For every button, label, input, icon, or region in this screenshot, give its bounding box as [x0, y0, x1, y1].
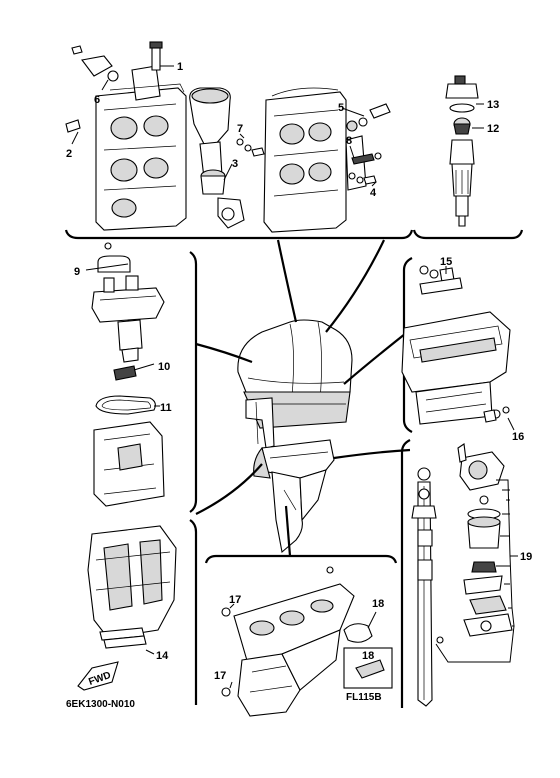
callout-10: 10 [158, 361, 171, 373]
callout-11: 11 [160, 402, 172, 414]
box-code-label: FL115B [346, 692, 382, 703]
callout-1: 1 [177, 61, 184, 73]
bottom-center-bracket [206, 556, 396, 563]
top-right-bracket [414, 230, 522, 238]
callout-16: 16 [512, 431, 525, 443]
outboard-motor-silhouette [238, 320, 352, 552]
callout-18-box: 18 [362, 650, 375, 662]
callout-17-upper: 17 [229, 594, 242, 606]
left-lower-bracket [190, 520, 196, 705]
fwd-label: FWD [87, 669, 113, 688]
fuel-filter-assembly [446, 76, 478, 226]
callout-15: 15 [440, 256, 453, 268]
left-upper-bracket [190, 252, 196, 512]
right-lower-bracket [402, 440, 410, 708]
callout-3: 3 [232, 158, 239, 170]
cylinder-head-assembly [264, 88, 390, 232]
callout-6: 6 [94, 94, 101, 106]
oil-pan-assembly [402, 266, 510, 424]
callout-9: 9 [74, 266, 81, 278]
callout-4: 4 [370, 187, 377, 199]
vapor-separator-assembly [92, 243, 164, 506]
callout-19: 19 [520, 551, 533, 563]
callout-7: 7 [237, 123, 244, 135]
cylinder-block-assembly [66, 42, 264, 230]
callout-8: 8 [346, 135, 353, 147]
forward-direction-arrow [78, 662, 118, 690]
callout-5: 5 [338, 102, 345, 114]
water-pump-assembly [412, 444, 518, 706]
callout-13: 13 [487, 99, 500, 111]
callout-18-upper: 18 [372, 598, 385, 610]
exhaust-guide-assembly [88, 526, 176, 648]
callout-2: 2 [66, 148, 73, 160]
top-left-bracket [66, 230, 412, 238]
diagram-code: 6EK1300-N010 [66, 699, 135, 710]
callout-17-lower: 17 [214, 670, 227, 682]
callout-14: 14 [156, 650, 169, 662]
callout-12: 12 [487, 123, 500, 135]
lower-unit-assembly [222, 567, 392, 716]
